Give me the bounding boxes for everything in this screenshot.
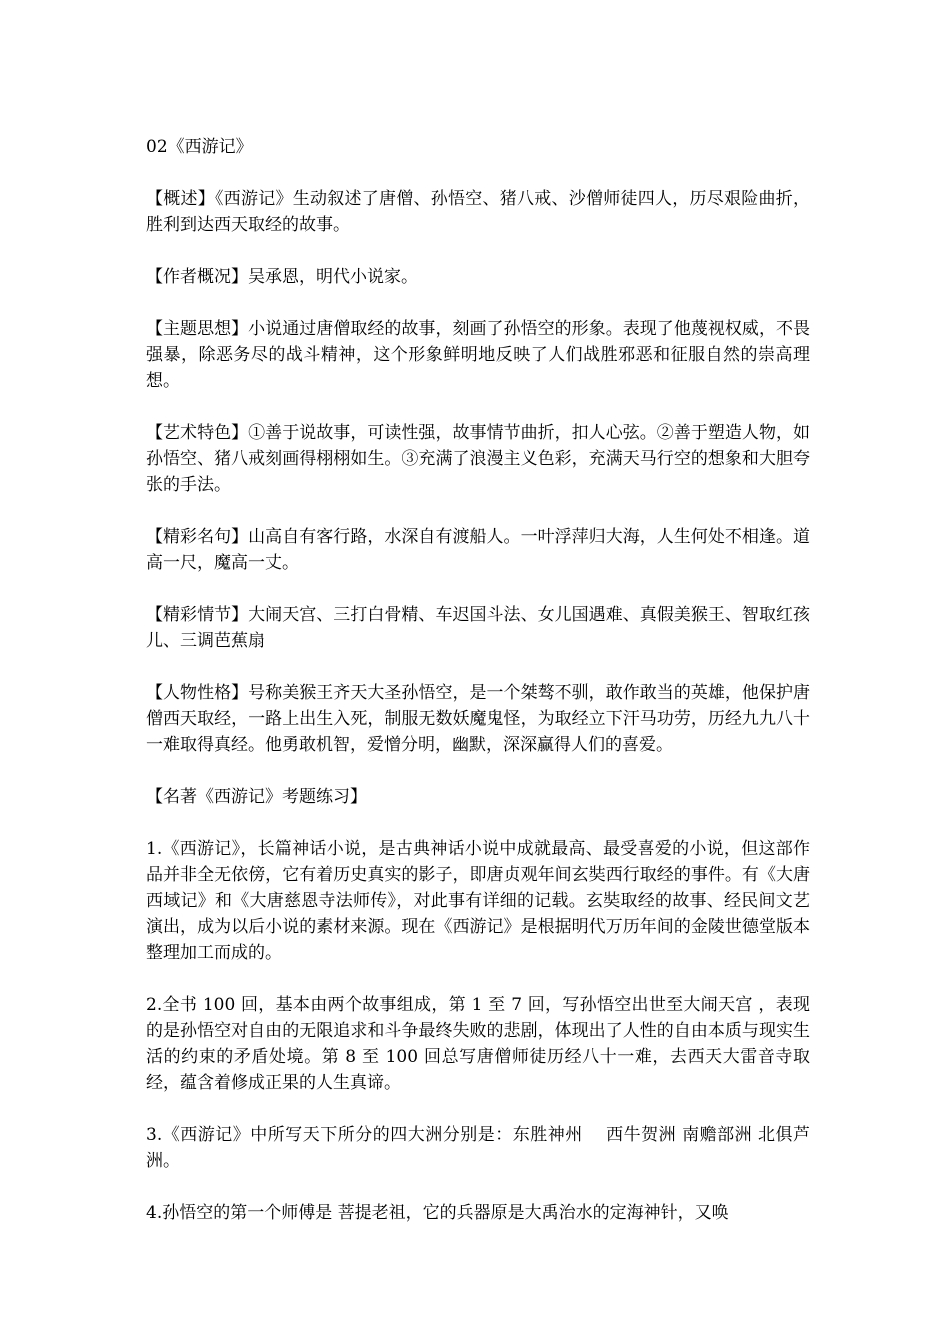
- paragraph-exercise-heading: 【名著《西游记》考题练习】: [146, 787, 367, 807]
- paragraph-exercise-2: 2.全书 100 回，基本由两个故事组成，第 1 至 7 回，写孙悟空出世至大闹天宫 ，表现的是孙悟空对自由的无限追求和斗争最终失败的悲剧，体现出了人性的自由本质与现实生活的约束的矛盾处境。第 8 至 100 回总写唐僧师徒历经八十一难，去西天大雷音寺取经，蕴含着修成正果的人生真谛。: [146, 995, 810, 1093]
- paragraph-exercise-4: 4.孙悟空的第一个师傅是 菩提老祖，它的兵器原是大禹治水的定海神针，又唤: [146, 1203, 729, 1223]
- paragraph-exercise-1: 1.《西游记》，长篇神话小说，是古典神话小说中成就最高、最受喜爱的小说，但这部作品并非全无依傍，它有着历史真实的影子，即唐贞观年间玄奘西行取经的事件。有《大唐西域记》和《大唐慈恩寺法师传》，对此事有详细的记载。玄奘取经的故事、经民间文艺演出，成为以后小说的素材来源。现在《西游记》是根据明代万历年间的金陵世德堂版本整理加工而成的。: [146, 839, 810, 963]
- document-page: [146, 134, 810, 1252]
- document-title: 02《西游记》: [146, 137, 253, 157]
- paragraph-author: 【作者概况】吴承恩，明代小说家。: [146, 267, 418, 287]
- paragraph-exercise-3: 3.《西游记》中所写天下所分的四大洲分别是：东胜神州 西牛贺洲 南赡部洲 北俱芦洲。: [146, 1125, 810, 1171]
- paragraph-theme: 【主题思想】小说通过唐僧取经的故事，刻画了孙悟空的形象。表现了他蔑视权威，不畏强暴，除恶务尽的战斗精神，这个形象鲜明地反映了人们战胜邪恶和征服自然的崇高理想。: [146, 319, 810, 391]
- paragraph-character: 【人物性格】号称美猴王齐天大圣孙悟空，是一个桀骜不驯，敢作敢当的英雄，他保护唐僧西天取经，一路上出生入死，制服无数妖魔鬼怪，为取经立下汗马功劳，历经九九八十一难取得真经。他勇敢机智，爱憎分明，幽默，深深赢得人们的喜爱。: [146, 683, 810, 755]
- paragraph-famous-quotes: 【精彩名句】山高自有客行路，水深自有渡船人。一叶浮萍归大海，人生何处不相逢。道高一尺，魔高一丈。: [146, 527, 810, 573]
- paragraph-plot-highlights: 【精彩情节】大闹天宫、三打白骨精、车迟国斗法、女儿国遇难、真假美猴王、智取红孩儿、三调芭蕉扇: [146, 605, 810, 651]
- paragraph-overview: 【概述】《西游记》生动叙述了唐僧、孙悟空、猪八戒、沙僧师徒四人，历尽艰险曲折，胜利到达西天取经的故事。: [146, 189, 810, 235]
- paragraph-art-features: 【艺术特色】①善于说故事，可读性强，故事情节曲折，扣人心弦。②善于塑造人物，如孙悟空、猪八戒刻画得栩栩如生。③充满了浪漫主义色彩，充满天马行空的想象和大胆夸张的手法。: [146, 423, 810, 495]
